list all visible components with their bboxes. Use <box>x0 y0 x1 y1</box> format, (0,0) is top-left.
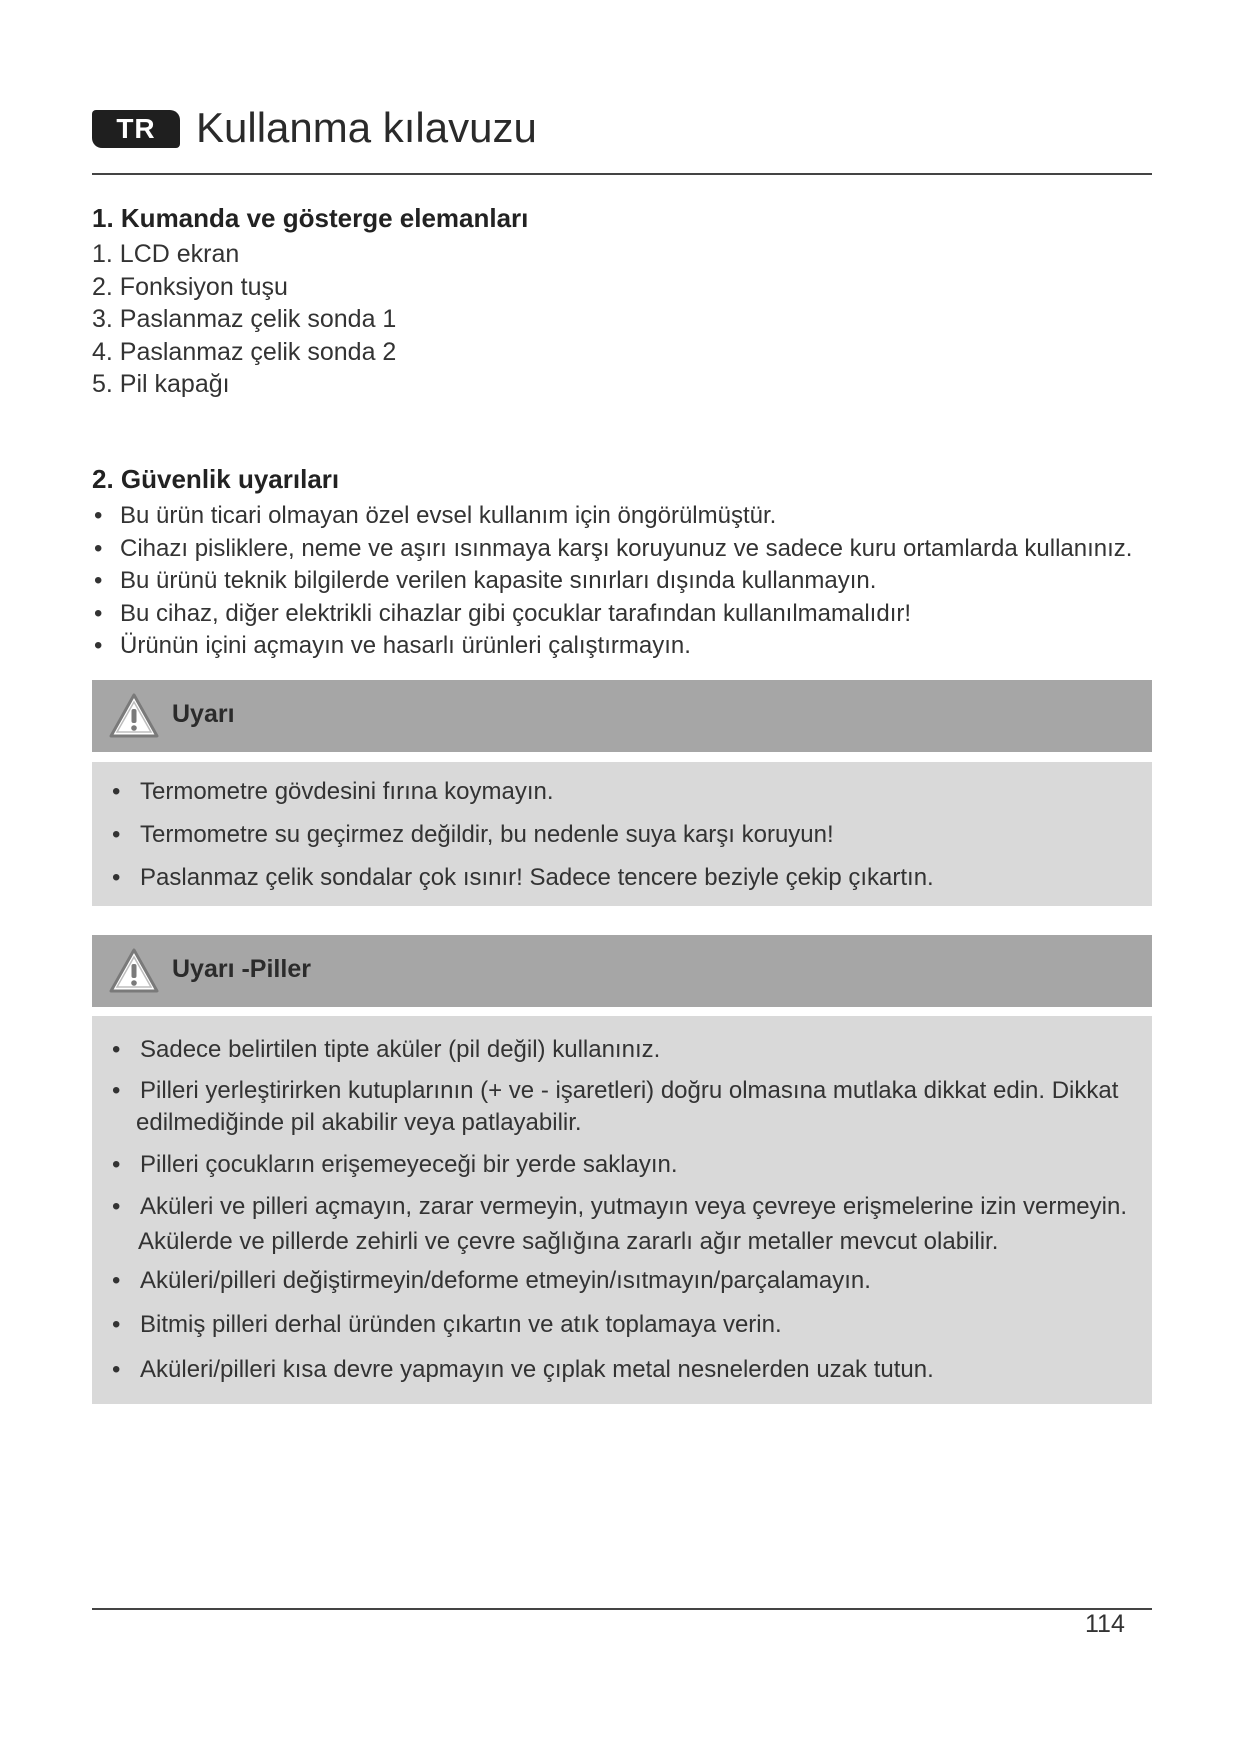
list-item: 5. Pil kapağı <box>92 370 230 398</box>
bullet-icon: • <box>112 1193 121 1220</box>
warning-triangle-icon <box>108 947 160 995</box>
list-item: 3. Paslanmaz çelik sonda 1 <box>92 305 397 333</box>
list-item-text: Bu cihaz, diğer elektrikli cihazlar gibi çocuklar tarafından kullanılmamalıdır! <box>120 599 912 627</box>
list-item-text: Aküleri/pilleri değiştirmeyin/deforme etmeyin/ısıtmayın/parçalamayın. <box>140 1267 871 1294</box>
list-item: 2. Fonksiyon tuşu <box>92 272 288 301</box>
list-item <box>92 500 1132 533</box>
bullet-icon: • <box>94 567 103 594</box>
bullet-icon: • <box>112 1267 121 1294</box>
list-item-text: Akülerde ve pillerde zehirli ve çevre sağlığına zararlı ağır metaller mevcut olabilir. <box>138 1228 999 1255</box>
list-item-text: Cihazı pisliklere, neme ve aşırı ısınmaya karşı koruyunuz ve sadece kuru ortamlarda kullanınız. <box>120 534 1133 562</box>
bullet-icon: • <box>112 821 121 848</box>
list-item <box>110 813 934 856</box>
list-item <box>110 1259 1127 1303</box>
warning-triangle-icon <box>108 692 160 740</box>
list-item-text: Aküleri ve pilleri açmayın, zarar vermeyin, yutmayın veya çevreye erişmelerine izin vermeyin. <box>140 1193 1127 1220</box>
list-item <box>92 598 1132 631</box>
warning-header <box>92 680 1152 752</box>
page-title: Kullanma kılavuzu <box>196 104 537 151</box>
controls-list <box>92 238 396 401</box>
bullet-icon: • <box>94 534 103 562</box>
list-item-text: Bu ürünü teknik bilgilerde verilen kapasite sınırları dışında kullanmayın. <box>120 567 877 594</box>
list-item <box>110 1028 1127 1071</box>
warning-list <box>110 1028 1127 1393</box>
list-item <box>92 565 1132 598</box>
list-item <box>110 1075 1127 1107</box>
list-item-text: Pilleri çocukların erişemeyeceği bir yerde saklayın. <box>140 1151 678 1178</box>
list-item <box>110 1189 1127 1225</box>
list-item <box>110 1141 1127 1189</box>
bullet-icon: • <box>112 1151 121 1178</box>
list-item <box>110 1303 1127 1347</box>
list-item-text: Ürünün içini açmayın ve hasarlı ürünleri çalıştırmayın. <box>120 632 691 659</box>
list-item-text: Termometre su geçirmez değildir, bu nedenle suya karşı koruyun! <box>140 821 834 848</box>
bullet-icon: • <box>112 1356 121 1383</box>
warning-batteries-header <box>92 935 1152 1007</box>
list-item-text: Bu ürün ticari olmayan özel evsel kullanım için öngörülmüştür. <box>120 502 777 529</box>
warning-list <box>110 770 934 899</box>
bullet-icon: • <box>94 632 103 659</box>
safety-list <box>92 500 1132 663</box>
language-badge: TR <box>92 110 180 148</box>
list-item-text: Termometre gövdesini fırına koymayın. <box>140 778 554 805</box>
list-item-continuation <box>110 1107 1127 1139</box>
header-divider <box>92 173 1152 175</box>
section-heading-controls: 1. Kumanda ve gösterge elemanları <box>92 203 529 233</box>
list-item-continuation <box>110 1225 1127 1259</box>
bullet-icon: • <box>112 1311 121 1338</box>
bullet-icon: • <box>94 599 103 627</box>
list-item-text: Aküleri/pilleri kısa devre yapmayın ve çıplak metal nesnelerden uzak tutun. <box>140 1356 934 1383</box>
list-item <box>110 1347 1127 1393</box>
warning-title: Uyarı -Piller <box>172 955 311 983</box>
section-heading-safety: 2. Güvenlik uyarıları <box>92 464 340 494</box>
bullet-icon: • <box>94 502 103 529</box>
list-item: 1. LCD ekran <box>92 240 240 268</box>
warning-title: Uyarı <box>172 700 235 728</box>
list-item-text: Bitmiş pilleri derhal üründen çıkartın ve atık toplamaya verin. <box>140 1311 782 1338</box>
warning-batteries-body <box>92 1016 1152 1404</box>
list-item: 4. Paslanmaz çelik sonda 2 <box>92 337 397 366</box>
page-header <box>92 100 1152 160</box>
list-item <box>92 533 1132 566</box>
list-item-text: Paslanmaz çelik sondalar çok ısınır! Sadece tencere beziyle çekip çıkartın. <box>140 864 934 891</box>
bullet-icon: • <box>112 1077 121 1104</box>
bullet-icon: • <box>112 778 121 805</box>
page-number: 114 <box>1085 1610 1125 1638</box>
list-item-text: Sadece belirtilen tipte aküler (pil değil) kullanınız. <box>140 1036 661 1063</box>
list-item-text: edilmediğinde pil akabilir veya patlayabilir. <box>136 1109 582 1136</box>
bullet-icon: • <box>112 1036 121 1063</box>
bullet-icon: • <box>112 864 121 891</box>
list-item <box>110 856 934 899</box>
list-item <box>110 770 934 813</box>
footer-divider <box>92 1608 1152 1610</box>
warning-body <box>92 762 1152 906</box>
list-item-text: Pilleri yerleştirirken kutuplarının (+ ve - işaretleri) doğru olmasına mutlaka dikkat edin. Dikkat <box>140 1077 1119 1104</box>
list-item <box>92 630 1132 663</box>
